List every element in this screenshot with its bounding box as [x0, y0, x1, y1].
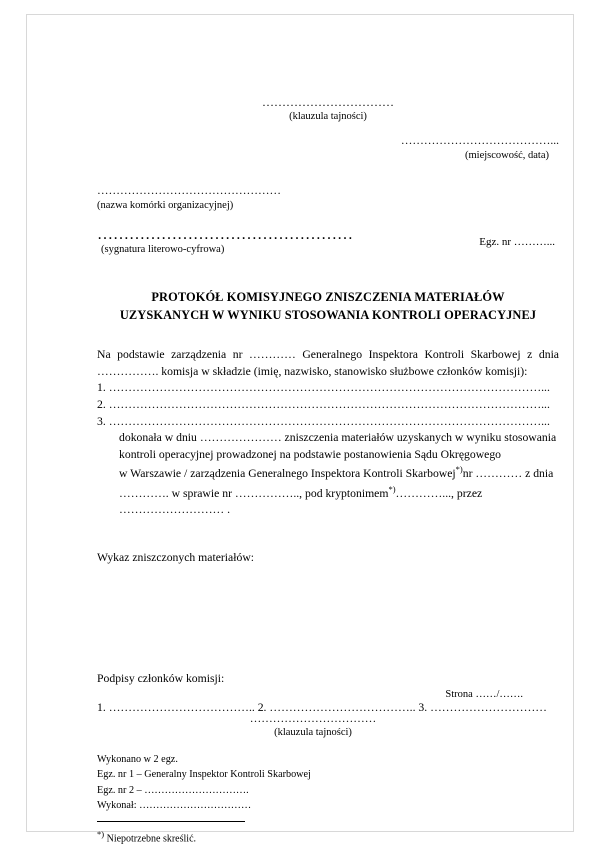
secrecy-clause-top-dots: …………………………… — [262, 95, 394, 109]
copy-2-recipient: Egz. nr 2 – …………………………. — [97, 784, 249, 796]
destruction-paragraph — [97, 430, 559, 519]
intro-paragraph: Na podstawie zarządzenia nr ………… Generalnego Inspektora Kontroli Skarbowej z dnia ……………. komisja w składzie (imię, nazwisko, stanowisko służbowe członków komisji): — [97, 348, 559, 378]
materials-list-label: Wykaz zniszczonych materiałów: — [97, 551, 255, 565]
secrecy-clause-bottom-dots: …………………………… — [249, 712, 377, 725]
secrecy-clause-bottom — [97, 712, 529, 740]
place-date-block — [97, 134, 559, 162]
copy-number: Egz. nr ………... — [479, 236, 555, 249]
secrecy-clause-top — [97, 95, 559, 123]
page-title-line-1: PROTOKÓŁ KOMISYJNEGO ZNISZCZENIA MATERIAŁÓW — [151, 290, 505, 305]
page-footer — [97, 689, 529, 740]
destruction-line-2: kontroli operacyjnej prowadzonej na podstawie postanowienia Sądu Okręgowego — [119, 447, 502, 461]
member-line-2: 2. …………………………………………………………………………………………………... — [97, 398, 550, 411]
footnote-marker-2: *) — [388, 483, 396, 494]
org-unit-dots: ………………………………………… — [97, 184, 281, 197]
destruction-line-3a: w Warszawie / zarządzenia Generalnego Inspektora Kontroli Skarbowej — [119, 467, 456, 481]
destruction-line-5: ……………………… . — [119, 503, 231, 517]
signature-caption: (sygnatura literowo-cyfrowa) — [101, 244, 225, 256]
place-date-caption: (miejscowość, data) — [465, 149, 549, 161]
signatures-label: Podpisy członków komisji: — [97, 672, 225, 686]
footnote-divider — [97, 821, 245, 822]
secrecy-clause-bottom-caption: (klauzula tajności) — [274, 726, 352, 738]
document-content — [97, 95, 559, 845]
footnote-text — [97, 828, 559, 846]
executed-by: Wykonał: …………………………… — [97, 799, 252, 811]
page-number: Strona ……/……. — [445, 688, 523, 700]
signatures-line: 1. ……………………………….. 2. ……………………………….. 3. ………………………… — [97, 701, 547, 715]
member-line-3: 3. …………………………………………………………………………………………………... — [97, 414, 550, 428]
org-unit-caption: (nazwa komórki organizacyjnej) — [97, 199, 234, 211]
org-unit-block — [97, 184, 559, 213]
document-body — [97, 347, 559, 519]
footnote-star: *) — [97, 829, 105, 840]
place-date-dots: …………………………………... — [400, 135, 559, 148]
page-title — [97, 289, 559, 325]
copy-1-recipient: Egz. nr 1 – Generalny Inspektor Kontroli Skarbowej — [97, 769, 311, 781]
destruction-line-3b: nr ………… z dnia — [462, 467, 554, 481]
secrecy-clause-top-caption: (klauzula tajności) — [289, 111, 367, 122]
destruction-line-1: dokonała w dniu ………………… zniszczenia materiałów uzyskanych w wyniku stosowania — [119, 431, 557, 445]
footnote-body: Niepotrzebne skreślić. — [106, 833, 197, 845]
paper-sheet — [26, 14, 574, 845]
page-title-line-2: UZYSKANYCH W WYNIKU STOSOWANIA KONTROLI OPERACYJNEJ — [119, 308, 537, 323]
signature-dots: ………………………………………… — [97, 226, 353, 244]
footnote-marker-1: *) — [455, 464, 463, 475]
signature-row — [97, 226, 559, 255]
copies-block — [97, 752, 559, 847]
member-line-1: 1. …………………………………………………………………………………………………... — [97, 381, 550, 395]
destruction-line-4a: …………. w sprawie nr …………….., pod kryptonimem — [119, 486, 389, 500]
copies-made: Wykonano w 2 egz. — [97, 754, 178, 766]
destruction-line-4b: …………..., przez — [395, 486, 483, 500]
